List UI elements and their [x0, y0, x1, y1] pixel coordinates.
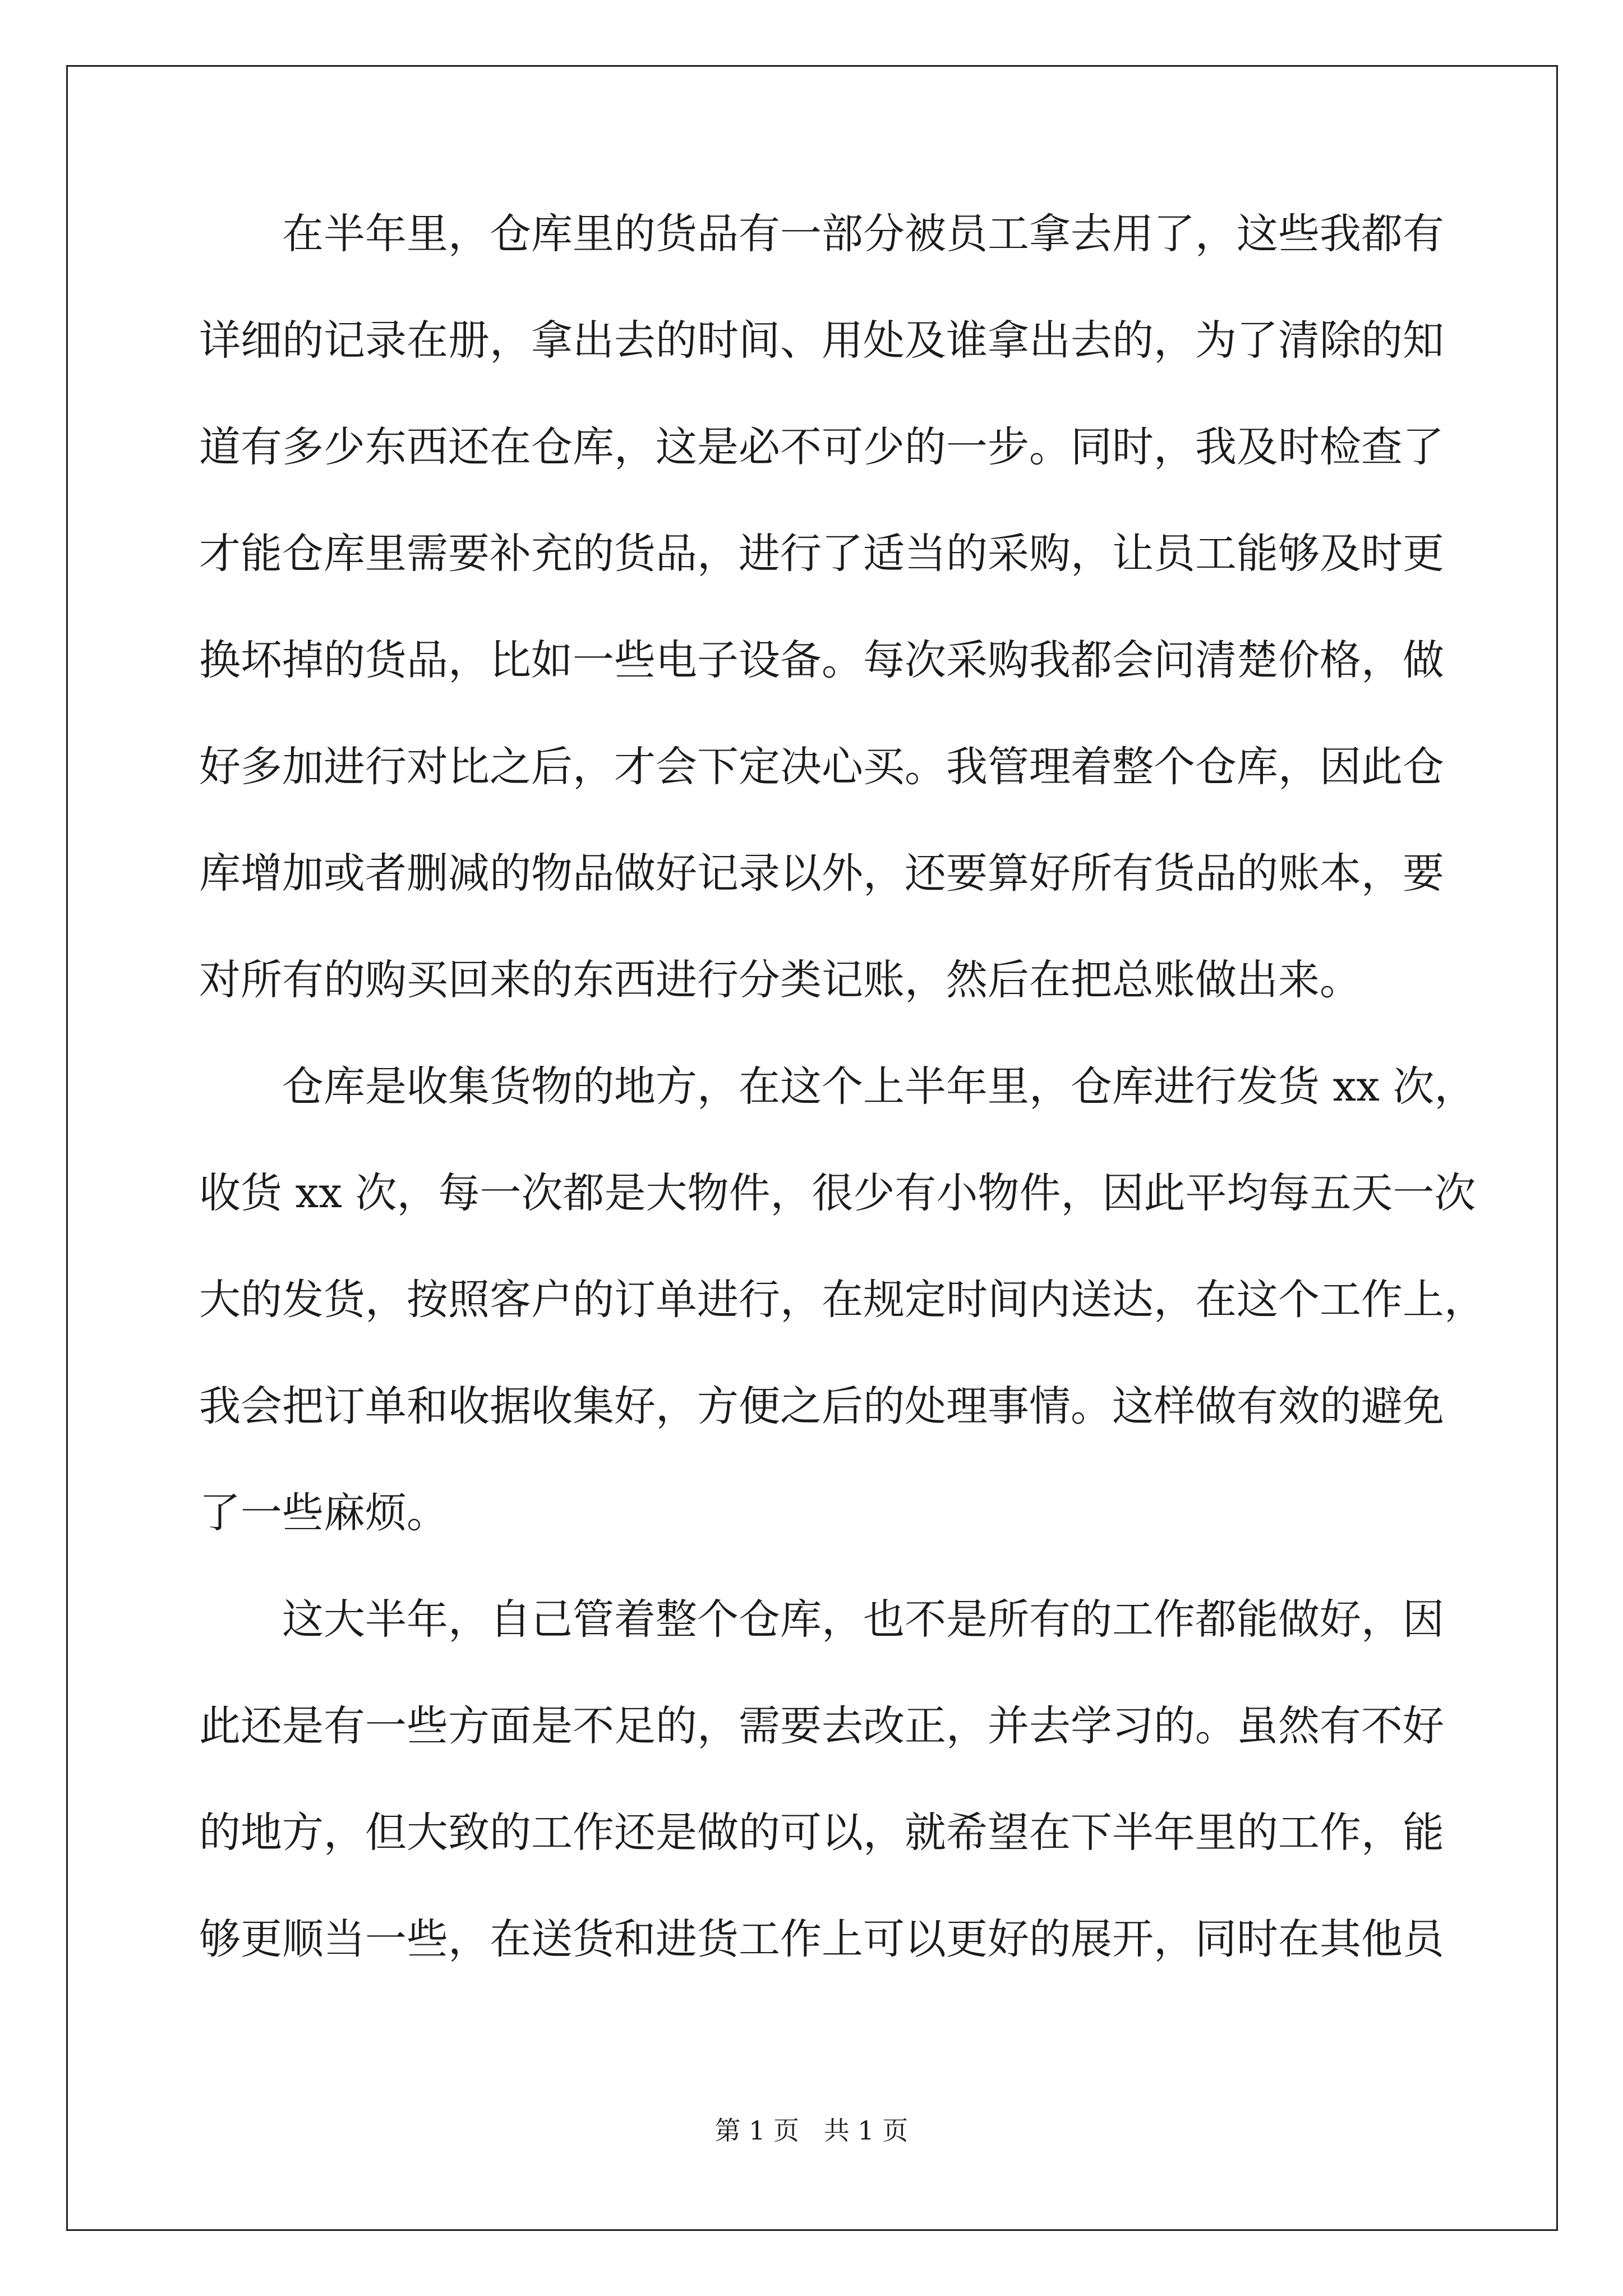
- document-body: [199, 210, 1486, 2025]
- paragraph-1-line-1: 在半年里，仓库里的货品有一部分被员工拿去用了，这些我都有: [282, 210, 1444, 258]
- paragraph-1-line-4: 才能仓库里需要补充的货品，进行了适当的采购，让员工能够及时更: [199, 530, 1444, 578]
- paragraph-3-line-1: 这大半年，自己管着整个仓库，也不是所有的工作都能做好，因: [282, 1595, 1444, 1644]
- paragraph-1-line-8: 对所有的购买回来的东西进行分类记账，然后在把总账做出来。: [199, 956, 1361, 1004]
- paragraph-3-line-2: 此还是有一些方面是不足的，需要去改正，并去学习的。虽然有不好: [199, 1702, 1444, 1750]
- paragraph-2-line-2: 收货 xx 次，每一次都是大物件，很少有小物件，因此平均每五天一次: [199, 1169, 1476, 1217]
- paragraph-1-line-2: 详细的记录在册，拿出去的时间、用处及谁拿出去的，为了清除的知: [199, 316, 1444, 365]
- paragraph-1-line-7: 库增加或者删减的物品做好记录以外，还要算好所有货品的账本，要: [199, 849, 1444, 898]
- paragraph-2-line-1: 仓库是收集货物的地方，在这个上半年里，仓库进行发货 xx 次，: [282, 1062, 1476, 1111]
- paragraph-2-line-5: 了一些麻烦。: [199, 1489, 448, 1537]
- paragraph-2-line-3: 大的发货，按照客户的订单进行，在规定时间内送达，在这个工作上，: [199, 1276, 1486, 1324]
- paragraph-2-line-4: 我会把订单和收据收集好，方便之后的处理事情。这样做有效的避免: [199, 1382, 1444, 1430]
- paragraph-3-line-4: 够更顺当一些，在送货和进货工作上可以更好的展开，同时在其他员: [199, 1915, 1444, 1963]
- paragraph-1-line-5: 换坏掉的货品，比如一些电子设备。每次采购我都会问清楚价格，做: [199, 636, 1444, 684]
- page-footer: 第 1 页 共 1 页: [714, 2115, 909, 2146]
- paragraph-1-line-3: 道有多少东西还在仓库，这是必不可少的一步。同时，我及时检查了: [199, 423, 1444, 471]
- paragraph-1-line-6: 好多加进行对比之后，才会下定决心买。我管理着整个仓库，因此仓: [199, 743, 1444, 791]
- paragraph-3-line-3: 的地方，但大致的工作还是做的可以，就希望在下半年里的工作，能: [199, 1809, 1444, 1857]
